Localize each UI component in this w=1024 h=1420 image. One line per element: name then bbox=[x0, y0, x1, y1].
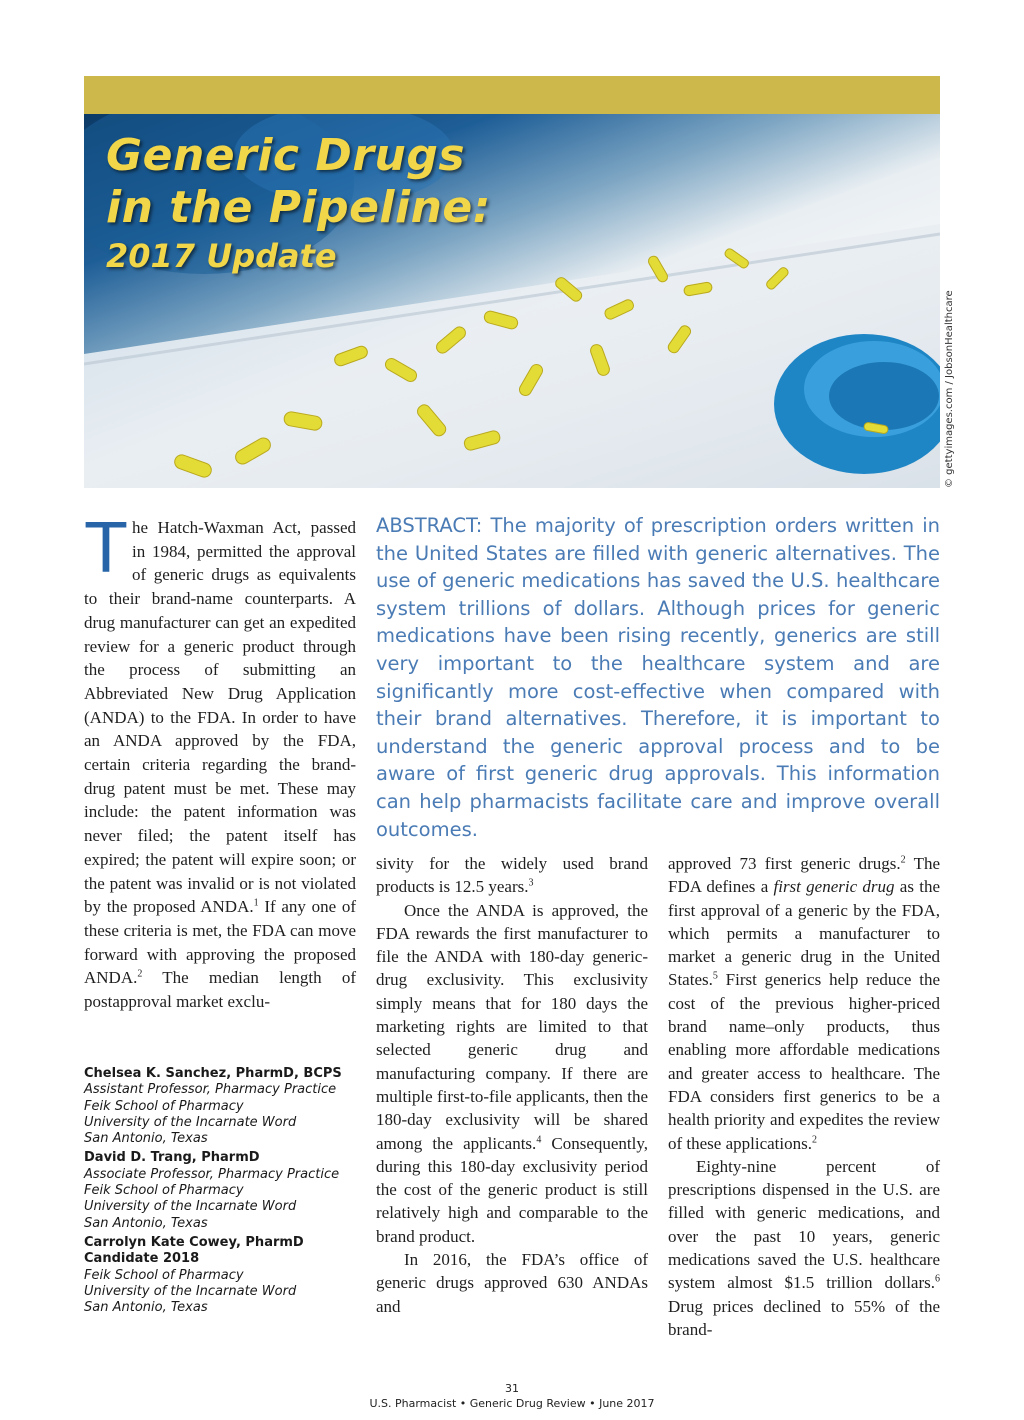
ref-2: 2 bbox=[900, 854, 906, 866]
author-block bbox=[84, 1066, 374, 1319]
paragraph bbox=[668, 1155, 940, 1341]
hero-image bbox=[84, 114, 940, 488]
author-name: David D. Trang, PharmD bbox=[84, 1150, 260, 1166]
page-footer bbox=[0, 1382, 1024, 1410]
paragraph-text: First generics help reduce the cost of the previous higher-priced brand name–only products, thus enabling more affordable medications and greater access to healthcare. The FDA considers first generics to be a health priority and expedites the review of these applications. bbox=[668, 970, 940, 1153]
paragraph-text: as the first approval of a generic by the FDA, which permits a manufacturer to market a generic drug in the United States. bbox=[668, 877, 940, 990]
paragraph: In 2016, the FDA’s office of generic drugs approved 630 ANDAs and bbox=[376, 1250, 648, 1316]
paragraph-text: Consequently, during this 180-day exclusivity period the cost of the generic product is still relatively high and comparable to the brand product. bbox=[376, 1133, 648, 1246]
title-line-1: Generic Drugs bbox=[106, 130, 466, 181]
ref-1: 1 bbox=[253, 897, 259, 909]
author-affiliation: Feik School of Pharmacy bbox=[84, 1183, 244, 1199]
intro-column bbox=[84, 508, 357, 1014]
title-line-2: in the Pipeline: bbox=[106, 182, 491, 233]
title-line-3: 2017 Update bbox=[106, 237, 337, 275]
page-number: 31 bbox=[505, 1382, 519, 1395]
paragraph-text: Eighty-nine percent of prescriptions dispensed in the U.S. are filled with generic medications, and over the past 10 years, generic medications saved the U.S. healthcare system almost $1.5 trillion dollars. bbox=[668, 1156, 940, 1293]
author-affiliation: Feik School of Pharmacy bbox=[84, 1098, 244, 1114]
header-gold-bar bbox=[84, 76, 940, 114]
ref-2: 2 bbox=[812, 1133, 817, 1145]
intro-text-3: The median length of postapproval market exclu- bbox=[84, 968, 356, 1012]
author-affiliation: Feik School of Pharmacy bbox=[84, 1267, 244, 1283]
article-title bbox=[106, 130, 491, 278]
author-affiliation: San Antonio, Texas bbox=[84, 1300, 208, 1316]
abstract: ABSTRACT: The majority of prescription orders written in the United States are filled with generic alternatives. The use of generic medications has saved the U.S. healthcare system trillions of dollars. Although prices for generic medications have been rising recently, generics are still very important to the healthcare system and are significantly more cost-effective when compared with their brand alternatives. Therefore, it is important to understand the generic approval process and to be aware of first generic drug approvals. This information can help pharmacists facilitate care and improve overall outcomes. bbox=[376, 514, 940, 841]
right-column bbox=[668, 852, 940, 1341]
image-credit: © gettyimages.com / JobsonHealthcare bbox=[944, 290, 955, 488]
intro-text: he Hatch-Waxman Act, passed in 1984, permitted the approval of generic drugs as equivalents to their brand-name counterparts. A drug manufacturer can get an expedited review for a generic product through the process of submitting an Abbreviated New Drug Application (ANDA) to the FDA. In order to have an ANDA approved by the FDA, certain criteria regarding the brand-drug patent must be met. These may include: the patent information was never filed; the patent itself has expired; the patent will expire soon; or the patent was invalid or is not violated by the proposed ANDA. bbox=[84, 518, 356, 917]
intro-text-2: If any one of these criteria is met, the FDA can move forward with approving the proposed ANDA. bbox=[84, 897, 357, 988]
author bbox=[84, 1235, 374, 1316]
author-affiliation: Assistant Professor, Pharmacy Practice bbox=[84, 1082, 337, 1098]
author-name: Carrolyn Kate Cowey, PharmD bbox=[84, 1234, 304, 1250]
emphasis-term: first generic drug bbox=[773, 877, 895, 897]
footer-line: U.S. Pharmacist • Generic Drug Review • June 2017 bbox=[369, 1397, 655, 1410]
paragraph-text: The FDA defines a bbox=[668, 854, 941, 897]
paragraph bbox=[376, 899, 648, 1248]
ref-4: 4 bbox=[536, 1133, 542, 1145]
paragraph-text: Drug prices declined to 55% of the brand- bbox=[668, 1296, 940, 1339]
author-affiliation: San Antonio, Texas bbox=[84, 1215, 208, 1231]
author-name-2: Candidate 2018 bbox=[84, 1251, 200, 1267]
paragraph bbox=[376, 852, 648, 899]
author bbox=[84, 1150, 374, 1231]
author-name: Chelsea K. Sanchez, PharmD, BCPS bbox=[84, 1066, 342, 1081]
author-affiliation: Associate Professor, Pharmacy Practice bbox=[84, 1166, 340, 1182]
middle-column bbox=[376, 852, 648, 1318]
ref-3: 3 bbox=[528, 877, 534, 889]
author-affiliation: University of the Incarnate Word bbox=[84, 1114, 297, 1130]
drop-cap: T bbox=[84, 508, 128, 588]
paragraph-text: sivity for the widely used brand products is 12.5 years. bbox=[376, 854, 648, 897]
author-affiliation: University of the Incarnate Word bbox=[84, 1199, 297, 1215]
author-affiliation: San Antonio, Texas bbox=[84, 1131, 208, 1147]
paragraph-text: Once the ANDA is approved, the FDA rewards the first manufacturer to file the ANDA with 180-day generic-drug exclusivity. This exclusivity simply means that for 180 days the marketing rights are limited to that selected generic drug and manufacturing company. If there are multiple first-to-file applicants, then the 180-day exclusivity will be shared among the applicants. bbox=[376, 900, 648, 1153]
author bbox=[84, 1066, 374, 1147]
ref-5: 5 bbox=[712, 970, 718, 982]
paragraph-text: approved 73 first generic drugs. bbox=[668, 854, 901, 873]
ref-2: 2 bbox=[137, 968, 143, 980]
author-affiliation: University of the Incarnate Word bbox=[84, 1283, 297, 1299]
paragraph bbox=[668, 852, 940, 1155]
ref-6: 6 bbox=[935, 1273, 940, 1285]
